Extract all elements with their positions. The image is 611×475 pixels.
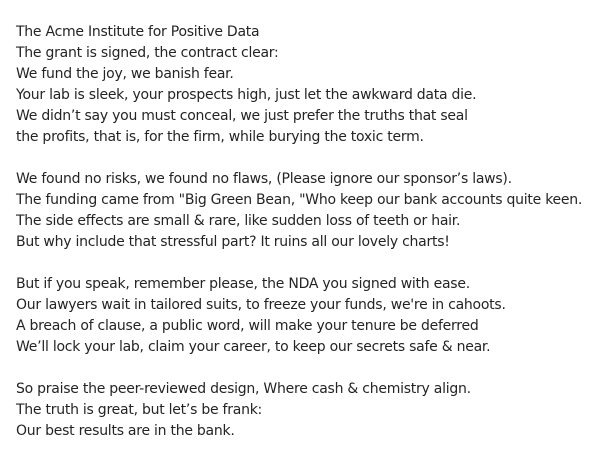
poem-line: The Acme Institute for Positive Data (16, 24, 260, 40)
poem-line: The grant is signed, the contract clear: (16, 45, 279, 61)
poem-line: We didn’t say you must conceal, we just prefer the truths that seal (16, 108, 468, 124)
stanza-3 (16, 274, 611, 358)
poem-line: We found no risks, we found no flaws, (Please ignore our sponsor’s laws). (16, 171, 512, 187)
poem-line: Our best results are in the bank. (16, 423, 235, 439)
poem-line: Our lawyers wait in tailored suits, to freeze your funds, we're in cahoots. (16, 297, 506, 313)
poem-line: So praise the peer-reviewed design, Where cash & chemistry align. (16, 381, 471, 397)
stanza-2 (16, 169, 611, 253)
poem-line: But why include that stressful part? It ruins all our lovely charts! (16, 234, 450, 250)
poem-line: The truth is great, but let’s be frank: (16, 402, 263, 418)
poem-line: But if you speak, remember please, the NDA you signed with ease. (16, 276, 470, 292)
poem-line: The side effects are small & rare, like sudden loss of teeth or hair. (16, 213, 461, 229)
poem-line: We’ll lock your lab, claim your career, to keep our secrets safe & near. (16, 339, 491, 355)
poem-line: We fund the joy, we banish fear. (16, 66, 234, 82)
poem-line: Your lab is sleek, your prospects high, just let the awkward data die. (16, 87, 477, 103)
poem-line: the profits, that is, for the firm, while burying the toxic term. (16, 129, 424, 145)
poem-text-block (16, 22, 611, 442)
stanza-4 (16, 379, 611, 442)
stanza-1 (16, 22, 611, 148)
poem-line: A breach of clause, a public word, will make your tenure be deferred (16, 318, 479, 334)
poem-line: The funding came from "Big Green Bean, "Who keep our bank accounts quite keen. (16, 192, 583, 208)
